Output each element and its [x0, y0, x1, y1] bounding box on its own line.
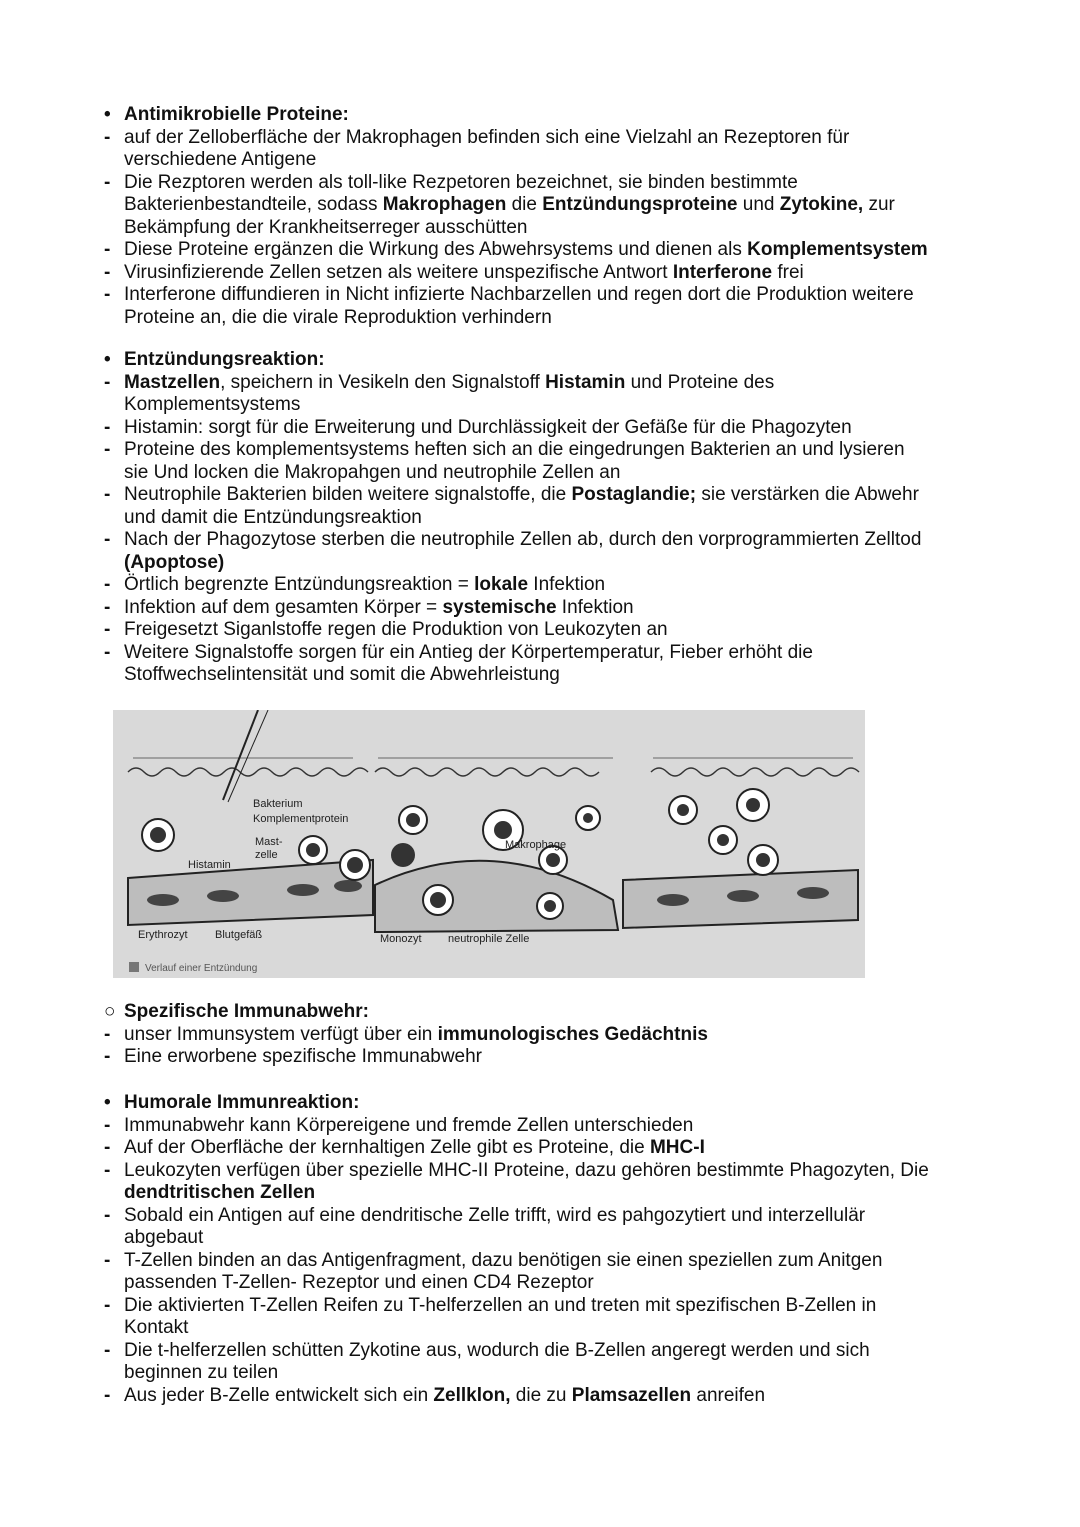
bullet-dash: - — [104, 1023, 111, 1045]
bullet-dash: - — [104, 171, 111, 193]
list-item: - unser Immunsystem verfügt über ein immunologisches Gedächtnis — [104, 1023, 708, 1045]
section-spezifische-immunabwehr — [104, 1001, 984, 1069]
list-item: - Die t-helferzellen schütten Zykotine aus, wodurch die B-Zellen angeregt werden und sich beginnen zu teilen — [104, 1339, 870, 1383]
list-item: - Sobald ein Antigen auf eine dendritische Zelle trifft, wird es pahgozytiert und interzellulär abgebaut — [104, 1204, 866, 1248]
list-item: - Örtlich begrenzte Entzündungsreaktion = lokale Infektion — [104, 574, 606, 595]
section-humorale-immunreaktion — [104, 1092, 984, 1407]
list-item: - Diese Proteine ergänzen die Wirkung des Abwehrsystems und dienen als Komplementsystem — [104, 239, 928, 260]
label-mast-1: Mast- — [255, 836, 283, 848]
figure-caption: Verlauf einer Entzündung — [145, 963, 258, 974]
label-erythrozyt: Erythrozyt — [138, 929, 188, 941]
section-heading: ○ Spezifische Immunabwehr: — [104, 1001, 369, 1022]
list-item: - Proteine des komplementsystems heften sich an die eingedrungen Bakterien an und lysieren sie Und locken die Makropahgen und neutrophile Zellen an — [104, 439, 905, 483]
bullet-dot: • — [104, 104, 111, 125]
splinter — [223, 710, 258, 800]
label-monozyt: Monozyt — [380, 933, 422, 945]
list-item: - Freigesetzt Siganlstoffe regen die Produktion von Leukozyten an — [104, 619, 668, 640]
inflammation-figure — [113, 710, 865, 978]
bullet-dash: - — [104, 239, 111, 260]
bullet-dash: - — [104, 596, 111, 618]
bullet-dash: - — [104, 439, 111, 460]
bullet-dash: - — [104, 574, 111, 595]
label-neutrophile: neutrophile Zelle — [448, 933, 530, 945]
section-antimikrobielle-proteine — [104, 104, 984, 329]
label-makrophage: Makrophage — [505, 839, 567, 851]
list-item: - Interferone diffundieren in Nicht infizierte Nachbarzellen und regen dort die Produktion weitere Proteine an, die die virale Reproduktion verhindern — [104, 284, 914, 328]
label-blutgefaess: Blutgefäß — [215, 929, 263, 941]
list-item: - T-Zellen binden an das Antigenfragment, dazu benötigen sie einen speziellen zum Anitgen passenden T-Zellen- Rezeptor und einen CD4 Rezeptor — [104, 1249, 883, 1293]
section-heading: • Entzündungsreaktion: — [104, 349, 325, 370]
section-entzuendungsreaktion — [104, 349, 984, 687]
bullet-circle: ○ — [104, 1001, 116, 1022]
bullet-dash: - — [104, 641, 111, 663]
list-item: - auf der Zelloberfläche der Makrophagen befinden sich eine Vielzahl an Rezeptoren für verschiedene Antigene — [104, 126, 850, 170]
list-item: - Histamin: sorgt für die Erweiterung und Durchlässigkeit der Gefäße für die Phagozyten — [104, 416, 852, 438]
bullet-dot: • — [104, 1092, 111, 1113]
label-komplementprotein: Komplementprotein — [253, 813, 349, 825]
bullet-dash: - — [104, 484, 111, 505]
bullet-dash: - — [104, 1294, 111, 1316]
list-item: - Weitere Signalstoffe sorgen für ein Antieg der Körpertemperatur, Fieber erhöht die Stoffwechselintensität und somit die Abwehrleistung — [104, 641, 813, 685]
bullet-dash: - — [104, 126, 111, 148]
bullet-dash: - — [104, 261, 111, 283]
section-heading: • Humorale Immunreaktion: — [104, 1092, 360, 1113]
blood-vessel-2 — [375, 861, 618, 932]
bullet-dash: - — [104, 529, 111, 550]
list-item: - Eine erworbene spezifische Immunabwehr — [104, 1046, 483, 1067]
list-item: - Aus jeder B-Zelle entwickelt sich ein Zellklon, die zu Plamsazellen anreifen — [104, 1384, 766, 1406]
bullet-dash: - — [104, 371, 111, 393]
bullet-dot: • — [104, 349, 111, 370]
caption-icon — [129, 962, 139, 972]
list-item: - Auf der Oberfläche der kernhaltigen Zelle gibt es Proteine, die MHC-I — [104, 1137, 705, 1158]
list-item: - Mastzellen, speichern in Vesikeln den Signalstoff Histamin und Proteine des Komplementsystems — [104, 371, 775, 415]
bullet-dash: - — [104, 1339, 111, 1361]
label-histamin: Histamin — [188, 859, 231, 871]
list-item: - Nach der Phagozytose sterben die neutrophile Zellen ab, durch den vorprogrammierten Zelltod (Apoptose) — [104, 529, 922, 573]
bullet-dash: - — [104, 1249, 111, 1271]
list-item: - Infektion auf dem gesamten Körper = systemische Infektion — [104, 596, 634, 618]
blood-vessel-1 — [128, 860, 373, 925]
label-mast-2: zelle — [255, 849, 278, 861]
list-item: - Neutrophile Bakterien bilden weitere signalstoffe, die Postaglandie; sie verstärken die Abwehr und damit die Entzündungsreaktion — [104, 484, 919, 528]
bullet-dash: - — [104, 1159, 111, 1181]
list-item: - Immunabwehr kann Körpereigene und fremde Zellen unterschieden — [104, 1114, 694, 1136]
bullet-dash: - — [104, 619, 111, 640]
list-item: - Virusinfizierende Zellen setzen als weitere unspezifische Antwort Interferone frei — [104, 261, 804, 283]
skin-surface-3 — [651, 768, 859, 776]
list-item: - Die Rezptoren werden als toll-like Rezpetoren bezeichnet, sie binden bestimmte Bakterienbestandteile, sodass Makrophagen die Entzündungsproteine und Zytokine, zur Bekämpfung der Krankheitserreger ausschütten — [104, 171, 895, 238]
list-item: - Leukozyten verfügen über spezielle MHC-II Proteine, dazu gehören bestimmte Phagozyten, Die dendtritischen Zellen — [104, 1159, 929, 1203]
bullet-dash: - — [104, 1204, 111, 1226]
section-heading: • Antimikrobielle Proteine: — [104, 104, 349, 125]
label-bakterium: Bakterium — [253, 798, 303, 810]
bullet-dash: - — [104, 1046, 111, 1067]
inflammation-diagram — [113, 710, 865, 978]
bullet-dash: - — [104, 1384, 111, 1406]
bullet-dash: - — [104, 1137, 111, 1158]
bullet-dash: - — [104, 1114, 111, 1136]
skin-surface-1 — [128, 768, 368, 776]
list-item: - Die aktivierten T-Zellen Reifen zu T-helferzellen an und treten mit spezifischen B-Zellen in Kontakt — [104, 1294, 877, 1338]
bullet-dash: - — [104, 284, 111, 305]
skin-surface-2 — [375, 768, 599, 776]
bullet-dash: - — [104, 416, 111, 438]
